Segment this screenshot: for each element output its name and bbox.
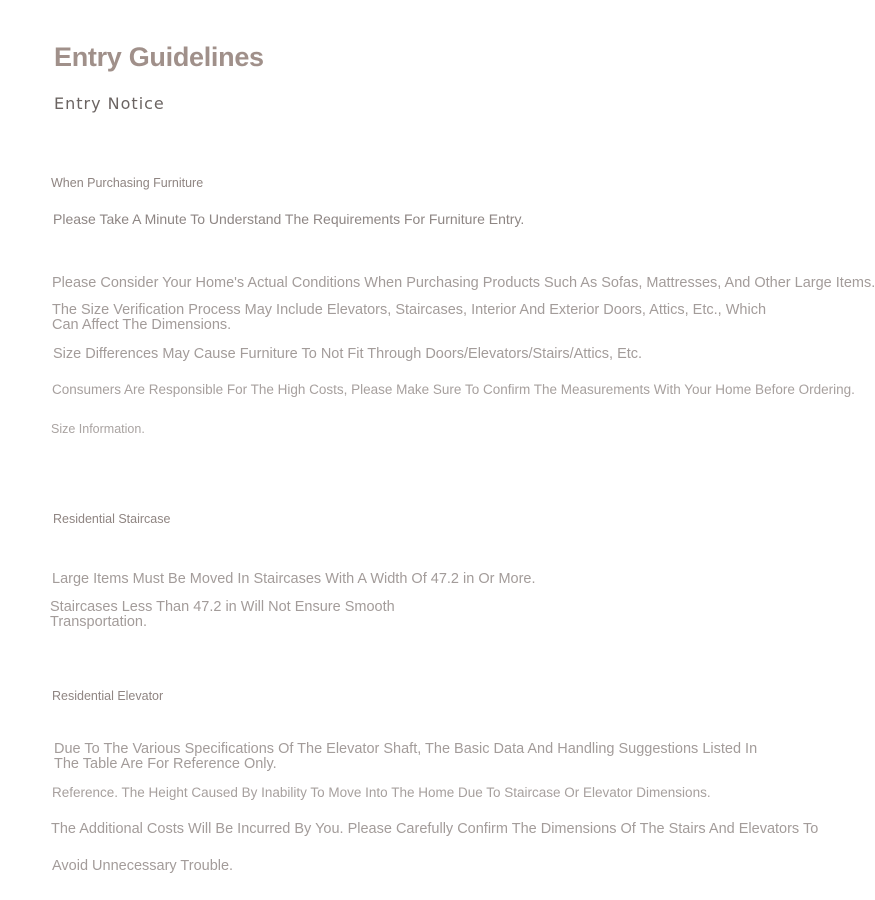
elevator-paragraph-2: Reference. The Height Caused By Inability To Move Into The Home Due To Staircase Or Elevator Dimensions.: [52, 785, 711, 800]
section-heading-furniture: When Purchasing Furniture: [51, 176, 204, 190]
elevator-paragraph-1: Due To The Various Specifications Of The Elevator Shaft, The Basic Data And Handling Suggestions Listed In The Table Are For Reference Only.: [54, 741, 758, 772]
size-information-note: Size Information.: [51, 422, 145, 436]
staircase-paragraph-1: Large Items Must Be Moved In Staircases With A Width Of 47.2 in Or More.: [52, 571, 536, 587]
elevator-paragraph-3: The Additional Costs Will Be Incurred By You. Please Carefully Confirm The Dimensions Of The Stairs And Elevators To: [51, 821, 819, 837]
furniture-paragraph-2: The Size Verification Process May Include Elevators, Staircases, Interior And Exterior Doors, Attics, Etc., Which Can Affect The Dimensions.: [52, 302, 767, 333]
furniture-paragraph-3: Size Differences May Cause Furniture To Not Fit Through Doors/Elevators/Stairs/Attics, Etc.: [53, 346, 643, 362]
furniture-intro: Please Take A Minute To Understand The Requirements For Furniture Entry.: [53, 211, 525, 227]
staircase-paragraph-2: Staircases Less Than 47.2 in Will Not Ensure Smooth Transportation.: [50, 599, 395, 630]
section-heading-elevator: Residential Elevator: [52, 689, 164, 703]
page-title: Entry Guidelines: [54, 42, 264, 72]
page-subtitle: Entry Notice: [54, 94, 165, 113]
elevator-paragraph-4: Avoid Unnecessary Trouble.: [52, 858, 234, 874]
section-heading-staircase: Residential Staircase: [53, 512, 171, 526]
furniture-paragraph-1: Please Consider Your Home's Actual Conditions When Purchasing Products Such As Sofas, Mattresses, And Other Large Items.: [52, 275, 875, 291]
furniture-paragraph-4: Consumers Are Responsible For The High Costs, Please Make Sure To Confirm The Measurements With Your Home Before Ordering.: [52, 382, 855, 397]
